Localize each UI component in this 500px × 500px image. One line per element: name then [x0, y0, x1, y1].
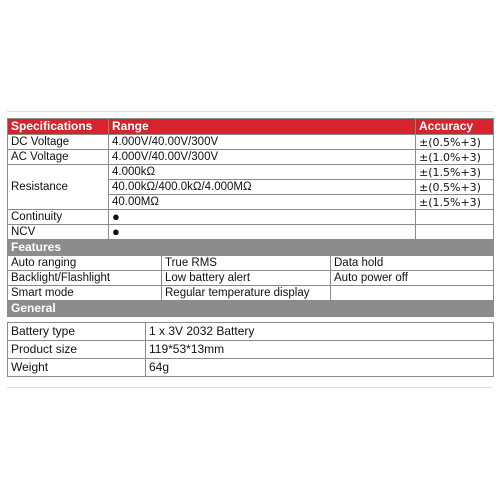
features-row-1 — [8, 256, 494, 271]
general-value: 1 x 3V 2032 Battery — [146, 323, 494, 341]
row-resistance-1 — [8, 165, 494, 180]
general-title: General — [8, 301, 494, 317]
resistance-accuracy-1: ±(1.5%+3) — [416, 165, 494, 180]
feature-cell: Low battery alert — [162, 271, 331, 286]
ac-voltage-range: 4.000V/40.00V/300V — [109, 150, 416, 165]
features-row-3 — [8, 286, 494, 301]
header-accuracy: Accuracy — [416, 119, 494, 135]
ncv-bullet-icon: ● — [109, 225, 416, 240]
ncv-label: NCV — [8, 225, 109, 240]
feature-cell: True RMS — [162, 256, 331, 271]
resistance-accuracy-3: ±(1.5%+3) — [416, 195, 494, 210]
continuity-accuracy — [416, 210, 494, 225]
general-row-battery — [8, 323, 494, 341]
resistance-range-2: 40.00kΩ/400.0kΩ/4.000MΩ — [109, 180, 416, 195]
general-table — [7, 322, 494, 377]
feature-cell — [331, 286, 494, 301]
top-divider — [7, 111, 493, 112]
feature-cell: Data hold — [331, 256, 494, 271]
row-ncv — [8, 225, 494, 240]
feature-cell: Auto ranging — [8, 256, 162, 271]
feature-cell: Smart mode — [8, 286, 162, 301]
ncv-accuracy — [416, 225, 494, 240]
general-label: Weight — [8, 359, 146, 377]
features-title: Features — [8, 240, 494, 256]
features-row-2 — [8, 271, 494, 286]
row-ac-voltage — [8, 150, 494, 165]
header-specifications: Specifications — [8, 119, 109, 135]
specifications-table — [7, 118, 494, 323]
row-dc-voltage — [8, 135, 494, 150]
feature-cell: Backlight/Flashlight — [8, 271, 162, 286]
continuity-label: Continuity — [8, 210, 109, 225]
ac-voltage-label: AC Voltage — [8, 150, 109, 165]
resistance-accuracy-2: ±(0.5%+3) — [416, 180, 494, 195]
general-row-size — [8, 341, 494, 359]
dc-voltage-label: DC Voltage — [8, 135, 109, 150]
row-continuity — [8, 210, 494, 225]
feature-cell: Regular temperature display — [162, 286, 331, 301]
dc-voltage-accuracy: ±(0.5%+3) — [416, 135, 494, 150]
dc-voltage-range: 4.000V/40.00V/300V — [109, 135, 416, 150]
ac-voltage-accuracy: ±(1.0%+3) — [416, 150, 494, 165]
bottom-divider — [7, 387, 493, 388]
features-header-row — [8, 240, 494, 256]
spec-sheet — [7, 118, 493, 377]
general-label: Product size — [8, 341, 146, 359]
resistance-label: Resistance — [8, 165, 109, 210]
continuity-bullet-icon: ● — [109, 210, 416, 225]
general-header-row — [8, 301, 494, 317]
general-value: 64g — [146, 359, 494, 377]
general-row-weight — [8, 359, 494, 377]
header-range: Range — [109, 119, 416, 135]
general-value: 119*53*13mm — [146, 341, 494, 359]
feature-cell: Auto power off — [331, 271, 494, 286]
general-label: Battery type — [8, 323, 146, 341]
resistance-range-3: 40.00MΩ — [109, 195, 416, 210]
spec-header-row — [8, 119, 494, 135]
resistance-range-1: 4.000kΩ — [109, 165, 416, 180]
